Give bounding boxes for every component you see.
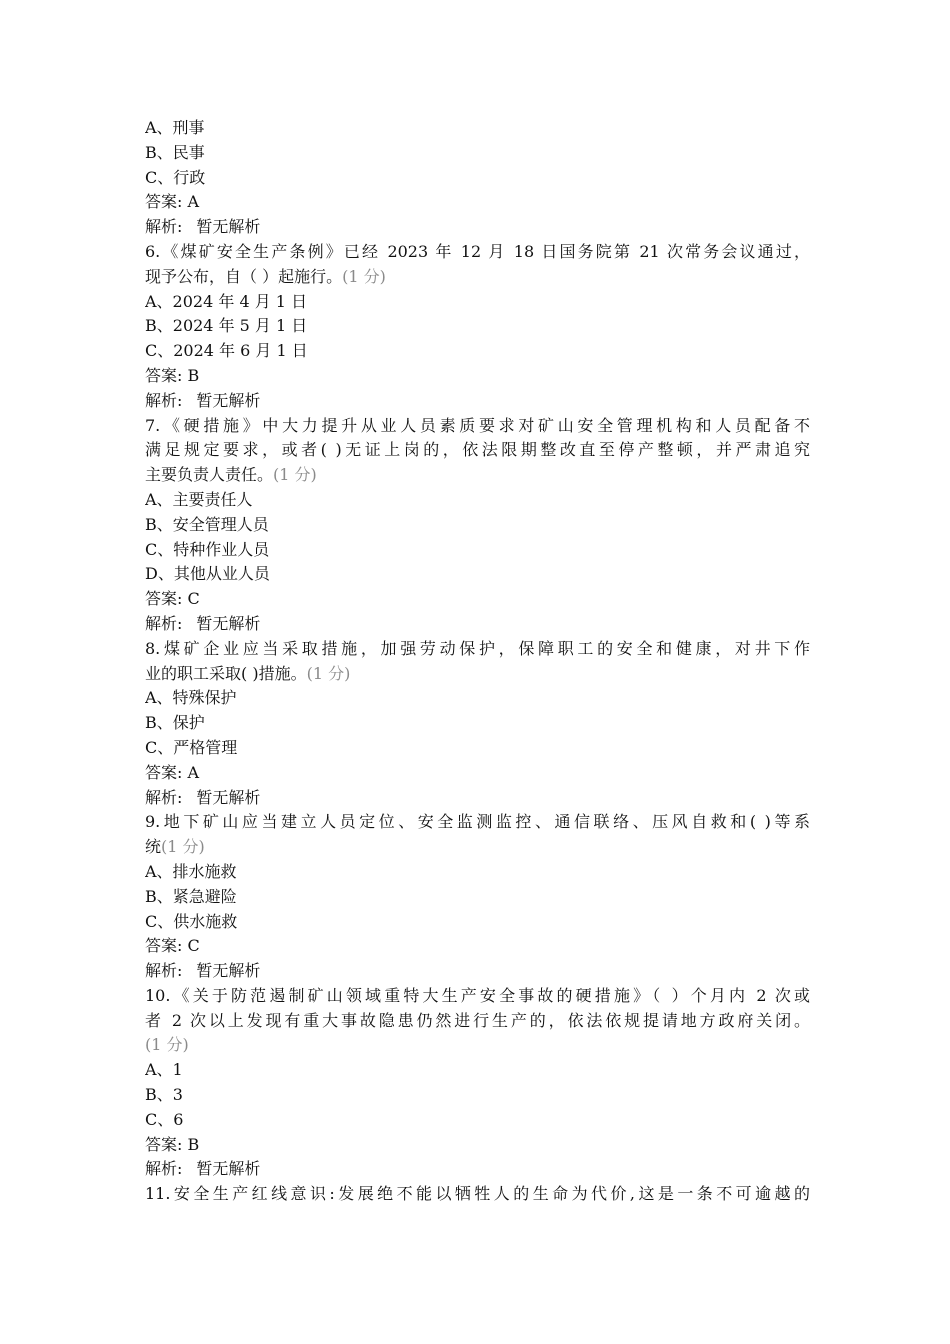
analysis-label: 解析: (145, 787, 183, 807)
question-text: 现予公布，自（ ）起施行。 (145, 266, 343, 286)
question-text-line: 9.地下矿山应当建立人员定位、安全监测监控、通信联络、压风自救和( )等系 (145, 812, 810, 832)
analysis-line (145, 786, 810, 811)
question-score: (1 分) (273, 465, 317, 485)
analysis-line (145, 612, 810, 637)
question-text-line (145, 265, 810, 290)
option-item: A、2024 年 4 月 1 日 (145, 291, 308, 311)
option-item: B、保护 (145, 713, 205, 733)
analysis-line (145, 389, 810, 414)
analysis-text: 暂无解析 (196, 390, 261, 410)
question-text-line: 7.《硬措施》中大力提升从业人员素质要求对矿山安全管理机构和人员配备不 (145, 415, 810, 435)
analysis-text: 暂无解析 (196, 961, 261, 981)
answer-line: 答案: A (145, 192, 200, 212)
analysis-text: 暂无解析 (196, 613, 261, 633)
question-text: 统 (145, 837, 162, 857)
question-score: (1 分) (145, 1035, 189, 1055)
question-text-line (145, 662, 810, 687)
analysis-label: 解析: (145, 1159, 183, 1179)
option-item: C、6 (145, 1109, 184, 1129)
question-text-line: 10.《关于防范遏制矿山领域重特大生产安全事故的硬措施》（ ）个月内 2 次或 (145, 985, 810, 1005)
option-item: B、民事 (145, 142, 205, 162)
answer-line: 答案: C (145, 936, 200, 956)
option-item: C、严格管理 (145, 737, 238, 757)
option-item: A、排水施救 (145, 861, 237, 881)
question-text-line: 者 2 次以上发现有重大事故隐患仍然进行生产的，依法依规提请地方政府关闭。 (145, 1010, 810, 1030)
option-item: A、主要责任人 (145, 489, 253, 509)
question-text: 业的职工采取( )措施。 (145, 663, 307, 683)
analysis-label: 解析: (145, 217, 183, 237)
option-item: C、2024 年 6 月 1 日 (145, 341, 308, 361)
option-item: B、紧急避险 (145, 886, 237, 906)
option-item: A、1 (145, 1060, 183, 1080)
question-text-line (145, 463, 810, 488)
answer-line: 答案: C (145, 589, 200, 609)
option-item: C、供水施救 (145, 911, 238, 931)
analysis-label: 解析: (145, 390, 183, 410)
analysis-line (145, 1157, 810, 1182)
question-text-line: 6.《煤矿安全生产条例》已经 2023 年 12 月 18 日国务院第 21 次常务会议通过， (145, 241, 810, 261)
option-item: B、安全管理人员 (145, 514, 269, 534)
answer-line: 答案: A (145, 762, 200, 782)
analysis-line (145, 215, 810, 240)
question-text: 主要负责人责任。 (145, 465, 274, 485)
analysis-line (145, 959, 810, 984)
option-item: B、3 (145, 1085, 183, 1105)
answer-line: 答案: B (145, 1134, 200, 1154)
option-item: A、刑事 (145, 118, 205, 137)
question-text-line (145, 1033, 810, 1058)
question-score: (1 分) (342, 266, 386, 286)
analysis-text: 暂无解析 (196, 1159, 261, 1179)
answer-line: 答案: B (145, 365, 200, 385)
analysis-text: 暂无解析 (196, 787, 261, 807)
exam-document (145, 116, 810, 1207)
option-item: B、2024 年 5 月 1 日 (145, 316, 308, 336)
question-text-line (145, 835, 810, 860)
option-item: C、特种作业人员 (145, 539, 270, 559)
question-score: (1 分) (161, 837, 205, 857)
question-text-line: 满足规定要求，或者( )无证上岗的，依法限期整改直至停产整顿，并严肃追究 (145, 440, 810, 460)
question-text-line: 11.安全生产红线意识:发展绝不能以牺牲人的生命为代价,这是一条不可逾越的 (145, 1184, 810, 1204)
option-item: D、其他从业人员 (145, 564, 270, 584)
option-item: A、特殊保护 (145, 688, 237, 708)
analysis-label: 解析: (145, 613, 183, 633)
analysis-text: 暂无解析 (196, 217, 261, 237)
question-score: (1 分) (306, 663, 351, 683)
question-text-line: 8.煤矿企业应当采取措施，加强劳动保护，保障职工的安全和健康，对井下作 (145, 638, 810, 658)
analysis-label: 解析: (145, 961, 183, 981)
option-item: C、行政 (145, 167, 206, 187)
